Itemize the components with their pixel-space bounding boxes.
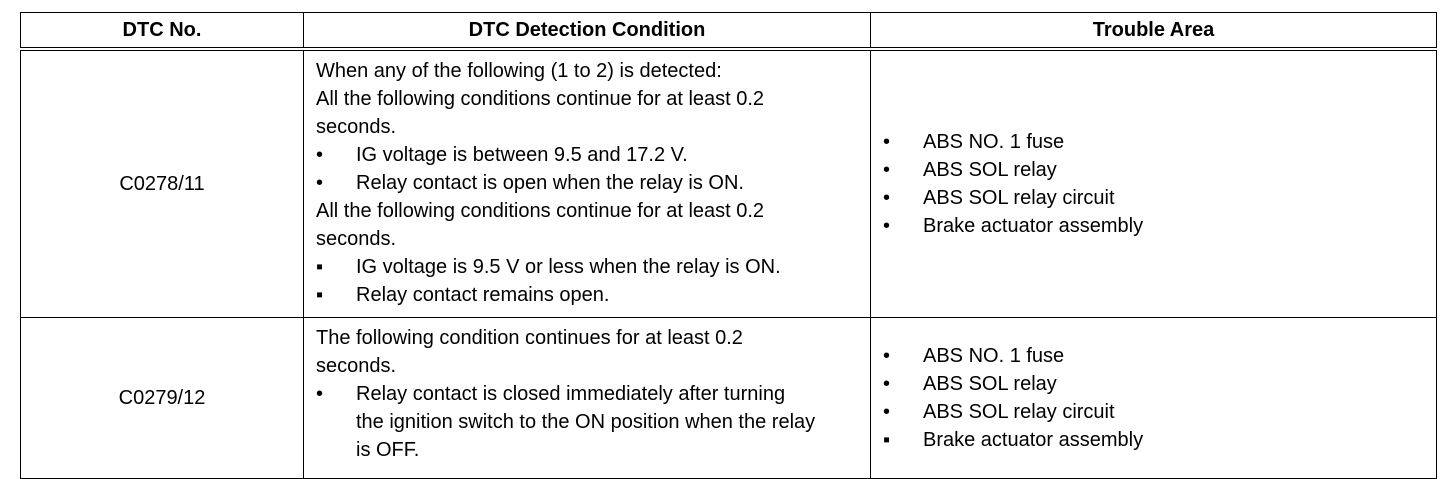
trouble-area-text: ABS SOL relay circuit (923, 401, 1115, 423)
header-trouble-area: Trouble Area (871, 13, 1437, 50)
trouble-area-text: Brake actuator assembly (923, 215, 1144, 237)
trouble-area-text: ABS SOL relay (923, 159, 1057, 181)
bullet-icon: ▪ (883, 429, 891, 451)
bullet-icon: • (316, 144, 324, 166)
header-row (21, 13, 1437, 50)
trouble-area-text: ABS SOL relay (923, 373, 1057, 395)
bullet-icon: ▪ (316, 256, 324, 278)
condition-text: All the following conditions continue for at least 0.2 (316, 200, 765, 222)
trouble-area-item (883, 398, 1428, 426)
detection-condition-cell (304, 318, 871, 479)
dtc-table (20, 12, 1437, 479)
bullet-icon: • (316, 383, 324, 405)
condition-bullet (316, 380, 862, 464)
trouble-area-item (883, 184, 1428, 212)
bullet-icon: • (883, 187, 891, 209)
trouble-area-text: ABS SOL relay circuit (923, 187, 1115, 209)
dtc-code: C0279/12 (21, 318, 304, 479)
bullet-icon: • (883, 345, 891, 367)
trouble-area-cell (871, 318, 1437, 479)
bullet-icon: • (883, 373, 891, 395)
trouble-area-cell (871, 49, 1437, 318)
condition-bullet (316, 141, 862, 169)
condition-bullet (316, 169, 862, 197)
bullet-icon: • (316, 172, 324, 194)
trouble-area-item (883, 128, 1428, 156)
bullet-text: Relay contact is open when the relay is ON. (356, 172, 744, 194)
bullet-text: IG voltage is between 9.5 and 17.2 V. (356, 144, 688, 166)
trouble-area-item (883, 426, 1428, 454)
condition-bullet (316, 253, 862, 281)
dtc-code: C0278/11 (21, 49, 304, 318)
bullet-text: the ignition switch to the ON position when the relay (356, 411, 816, 433)
detection-condition-cell (304, 49, 871, 318)
table-row (21, 49, 1437, 318)
condition-text: All the following conditions continue for at least 0.2 (316, 88, 765, 110)
condition-text: seconds. (316, 116, 397, 138)
bullet-icon: ▪ (316, 284, 324, 306)
trouble-area-text: ABS NO. 1 fuse (923, 131, 1065, 153)
bullet-text: is OFF. (356, 439, 420, 461)
condition-intro: When any of the following (1 to 2) is detected: (316, 60, 722, 82)
trouble-area-item (883, 156, 1428, 184)
condition-text: seconds. (316, 355, 397, 377)
condition-bullet (316, 281, 862, 309)
bullet-icon: • (883, 159, 891, 181)
trouble-area-text: Brake actuator assembly (923, 429, 1144, 451)
condition-text: The following condition continues for at least 0.2 (316, 327, 743, 349)
trouble-area-item (883, 342, 1428, 370)
table-row (21, 318, 1437, 479)
bullet-text: Relay contact remains open. (356, 284, 610, 306)
bullet-text: IG voltage is 9.5 V or less when the relay is ON. (356, 256, 781, 278)
header-dtc-no: DTC No. (21, 13, 304, 50)
trouble-area-text: ABS NO. 1 fuse (923, 345, 1065, 367)
bullet-icon: • (883, 401, 891, 423)
trouble-area-item (883, 370, 1428, 398)
header-detection-condition: DTC Detection Condition (304, 13, 871, 50)
condition-text: seconds. (316, 228, 397, 250)
trouble-area-item (883, 212, 1428, 240)
bullet-icon: • (883, 215, 891, 237)
bullet-text: Relay contact is closed immediately after turning (356, 383, 786, 405)
bullet-icon: • (883, 131, 891, 153)
